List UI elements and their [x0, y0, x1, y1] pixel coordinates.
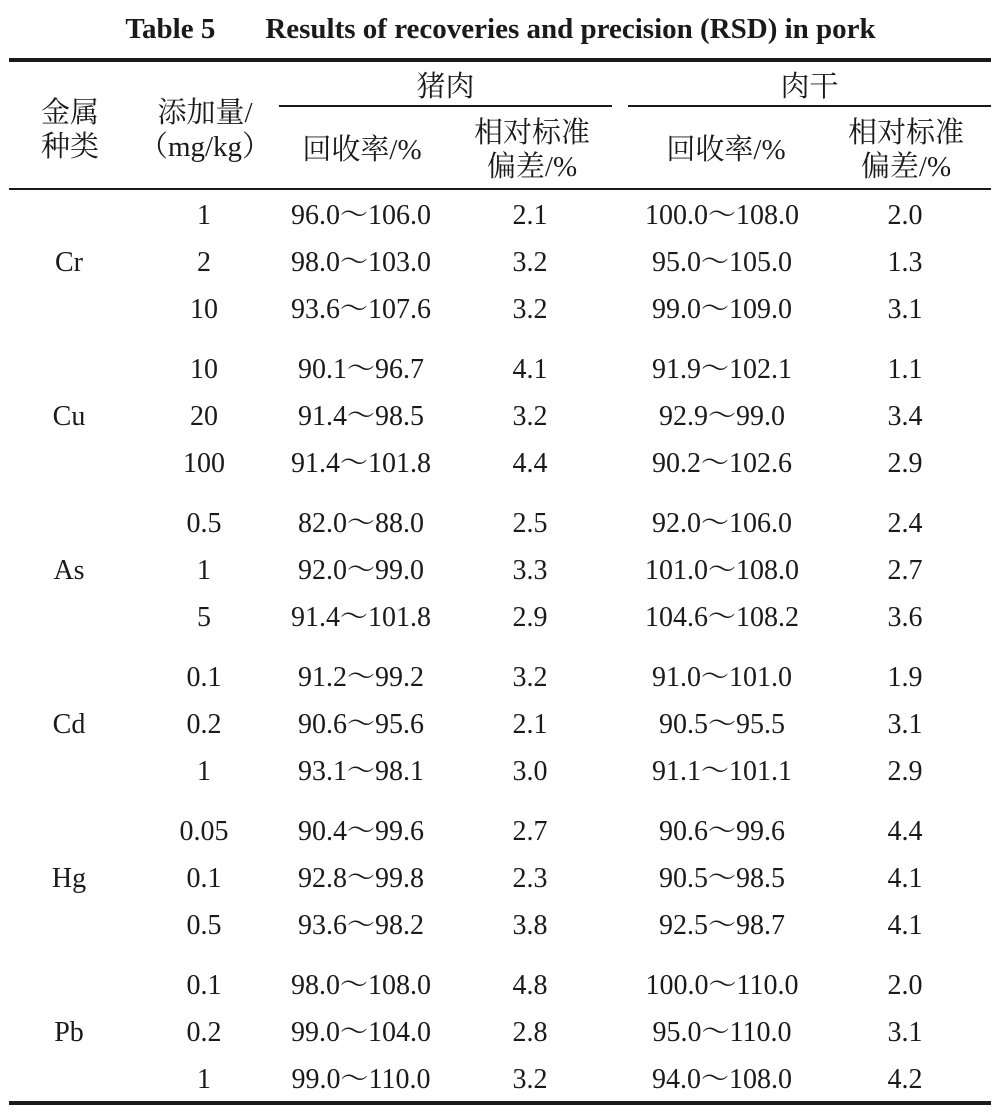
cell-added: 0.2 [186, 709, 222, 740]
cell-jerky-rsd: 3.1 [887, 709, 923, 740]
cell-pork-rsd: 3.2 [512, 401, 548, 432]
cell-pork-rsd: 2.5 [512, 508, 548, 539]
cell-added: 0.5 [186, 508, 222, 539]
cell-jerky-rsd: 2.0 [887, 970, 923, 1001]
cell-jerky-recovery: 90.2～102.6 [651, 448, 793, 479]
top-rule [9, 58, 991, 62]
cell-pork-rsd: 3.3 [512, 555, 548, 586]
cell-pork-recovery: 91.2～99.2 [297, 662, 425, 693]
cell-added: 0.5 [186, 910, 222, 941]
cell-jerky-rsd: 4.2 [887, 1064, 923, 1095]
cell-pork-rsd: 2.1 [512, 200, 548, 231]
cell-pork-recovery: 91.4～101.8 [290, 602, 432, 633]
header-metal-type: 金属 种类 [40, 97, 99, 163]
cell-added: 0.05 [179, 816, 229, 847]
cell-pork-recovery: 98.0～108.0 [290, 970, 432, 1001]
cell-added: 0.2 [186, 1017, 222, 1048]
cell-jerky-rsd: 1.3 [887, 247, 923, 278]
metal-name: As [53, 555, 85, 586]
cell-added: 1 [197, 1064, 211, 1095]
cell-pork-rsd: 2.1 [512, 709, 548, 740]
cell-jerky-rsd: 2.7 [887, 555, 923, 586]
cell-jerky-rsd: 2.0 [887, 200, 923, 231]
cell-jerky-recovery: 104.6～108.2 [644, 602, 800, 633]
cell-pork-recovery: 90.4～99.6 [297, 816, 425, 847]
cell-jerky-recovery: 95.0～110.0 [652, 1017, 792, 1048]
cell-jerky-rsd: 3.1 [887, 1017, 923, 1048]
cell-added: 0.1 [186, 662, 222, 693]
cell-pork-rsd: 3.2 [512, 294, 548, 325]
cell-added: 1 [197, 555, 211, 586]
cell-pork-recovery: 91.4～101.8 [290, 448, 432, 479]
cell-jerky-rsd: 3.4 [887, 401, 923, 432]
cell-pork-rsd: 2.3 [512, 863, 548, 894]
cell-jerky-recovery: 91.9～102.1 [651, 354, 793, 385]
cell-jerky-rsd: 1.1 [887, 354, 923, 385]
cell-jerky-rsd: 3.1 [887, 294, 923, 325]
group-rule-jerky [628, 105, 991, 107]
cell-jerky-recovery: 100.0～110.0 [645, 970, 799, 1001]
header-added-amount: 添加量/ （mg/kg） [138, 97, 272, 163]
cell-pork-recovery: 91.4～98.5 [297, 401, 425, 432]
metal-name: Cu [52, 401, 86, 432]
header-pork-rsd: 相对标准 偏差/% [473, 117, 590, 183]
cell-jerky-recovery: 92.5～98.7 [658, 910, 786, 941]
cell-jerky-recovery: 94.0～108.0 [651, 1064, 793, 1095]
cell-pork-recovery: 93.6～107.6 [290, 294, 432, 325]
cell-jerky-rsd: 2.9 [887, 756, 923, 787]
metal-name: Cd [52, 709, 86, 740]
cell-jerky-recovery: 90.5～98.5 [658, 863, 786, 894]
cell-pork-rsd: 2.7 [512, 816, 548, 847]
cell-jerky-rsd: 4.4 [887, 816, 923, 847]
cell-added: 100 [183, 448, 225, 479]
cell-jerky-recovery: 99.0～109.0 [651, 294, 793, 325]
cell-added: 5 [197, 602, 211, 633]
cell-pork-recovery: 82.0～88.0 [297, 508, 425, 539]
cell-pork-recovery: 90.1～96.7 [297, 354, 425, 385]
cell-pork-rsd: 4.4 [512, 448, 548, 479]
cell-jerky-rsd: 3.6 [887, 602, 923, 633]
cell-pork-recovery: 99.0～104.0 [290, 1017, 432, 1048]
table-number: Table 5 [125, 13, 216, 45]
cell-pork-rsd: 2.9 [512, 602, 548, 633]
cell-added: 10 [190, 354, 218, 385]
header-pork-recovery: 回收率/% [302, 134, 422, 166]
cell-added: 10 [190, 294, 218, 325]
cell-pork-recovery: 99.0～110.0 [291, 1064, 431, 1095]
cell-jerky-rsd: 2.9 [887, 448, 923, 479]
cell-added: 20 [190, 401, 218, 432]
cell-pork-rsd: 3.2 [512, 247, 548, 278]
cell-pork-recovery: 93.6～98.2 [297, 910, 425, 941]
cell-jerky-recovery: 91.0～101.0 [651, 662, 793, 693]
cell-jerky-recovery: 95.0～105.0 [651, 247, 793, 278]
cell-jerky-recovery: 92.9～99.0 [658, 401, 786, 432]
cell-pork-recovery: 93.1～98.1 [297, 756, 425, 787]
cell-pork-rsd: 4.8 [512, 970, 548, 1001]
metal-name: Cr [55, 247, 83, 278]
cell-added: 0.1 [186, 863, 222, 894]
cell-jerky-recovery: 90.6～99.6 [658, 816, 786, 847]
cell-jerky-recovery: 92.0～106.0 [651, 508, 793, 539]
cell-jerky-rsd: 4.1 [887, 910, 923, 941]
cell-pork-rsd: 3.2 [512, 662, 548, 693]
header-jerky-recovery: 回收率/% [666, 134, 786, 166]
cell-jerky-recovery: 90.5～95.5 [658, 709, 786, 740]
metal-name: Pb [54, 1017, 84, 1048]
table-title: Results of recoveries and precision (RSD) in pork [265, 13, 876, 45]
cell-pork-recovery: 92.8～99.8 [297, 863, 425, 894]
cell-jerky-rsd: 4.1 [887, 863, 923, 894]
cell-pork-recovery: 98.0～103.0 [290, 247, 432, 278]
cell-jerky-recovery: 100.0～108.0 [644, 200, 800, 231]
cell-pork-rsd: 3.8 [512, 910, 548, 941]
table-caption [0, 0, 1001, 58]
metal-name: Hg [51, 863, 87, 894]
cell-pork-rsd: 4.1 [512, 354, 548, 385]
cell-pork-rsd: 2.8 [512, 1017, 548, 1048]
cell-added: 2 [197, 247, 211, 278]
header-jerky-rsd: 相对标准 偏差/% [847, 117, 964, 183]
cell-pork-recovery: 90.6～95.6 [297, 709, 425, 740]
bottom-rule [9, 1101, 991, 1105]
cell-added: 1 [197, 756, 211, 787]
cell-pork-recovery: 92.0～99.0 [297, 555, 425, 586]
cell-pork-recovery: 96.0～106.0 [290, 200, 432, 231]
cell-pork-rsd: 3.0 [512, 756, 548, 787]
header-group-jerky: 肉干 [780, 71, 839, 103]
group-rule-pork [279, 105, 612, 107]
cell-pork-rsd: 3.2 [512, 1064, 548, 1095]
cell-added: 0.1 [186, 970, 222, 1001]
cell-added: 1 [197, 200, 211, 231]
cell-jerky-recovery: 101.0～108.0 [644, 555, 800, 586]
cell-jerky-rsd: 1.9 [887, 662, 923, 693]
header-rule [9, 188, 991, 190]
cell-jerky-rsd: 2.4 [887, 508, 923, 539]
cell-jerky-recovery: 91.1～101.1 [651, 756, 793, 787]
header-group-pork: 猪肉 [416, 71, 475, 103]
